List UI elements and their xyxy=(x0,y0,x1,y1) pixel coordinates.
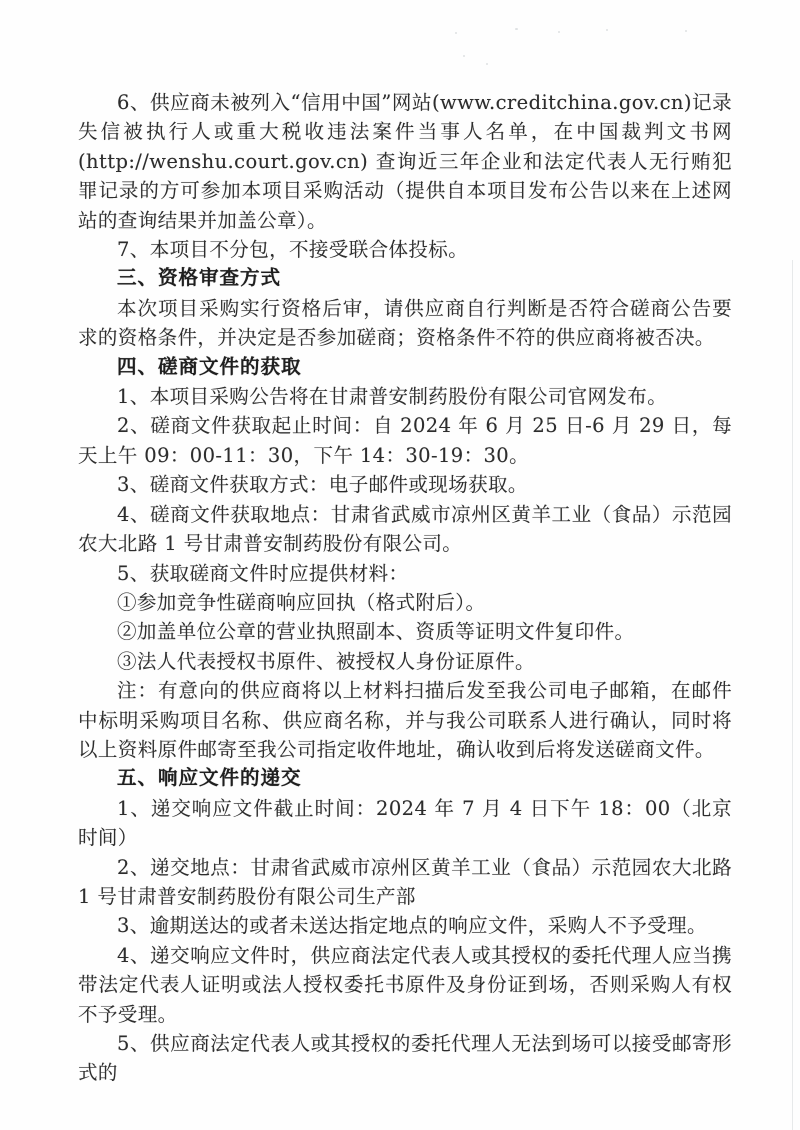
paragraph: 2、磋商文件获取起止时间：自 2024 年 6 月 25 日-6 月 29 日，每天上午 09：00-11：30，下午 14：30-19：30。 xyxy=(78,414,732,467)
paragraph: 6、供应商未被列入“信用中国”网站(www.creditchina.gov.cn)记录失信被执行人或重大税收违法案件当事人名单，在中国裁判文书网(http://wenshu.court.gov.cn) 查询近三年企业和法定代表人无行贿犯罪记录的方可参加本项目采购活动（提供自本项目发布公告以来在上述网站的查询结果并加盖公章）。 xyxy=(78,91,732,232)
scan-artifact xyxy=(606,29,608,31)
paragraph: ③法人代表授权书原件、被授权人身份证原件。 xyxy=(117,649,535,673)
paragraph: 4、磋商文件获取地点：甘肃省武威市凉州区黄羊工业（食品）示范园农大北路 1 号甘肃普安制药股份有限公司。 xyxy=(78,502,732,556)
document-body xyxy=(78,88,732,1088)
scan-artifact xyxy=(558,31,560,33)
paragraph: 2、递交地点：甘肃省武威市凉州区黄羊工业（食品）示范园农大北路 1 号甘肃普安制药股份有限公司生产部 xyxy=(78,855,732,908)
paragraph: 3、磋商文件获取方式：电子邮件或现场获取。 xyxy=(117,473,528,497)
section-heading: 四、磋商文件的获取 xyxy=(117,355,302,378)
paragraph: 5、获取磋商文件时应提供材料： xyxy=(117,561,409,585)
paragraph: ①参加竞争性磋商响应回执（格式附后）。 xyxy=(117,590,486,614)
paragraph: 3、逾期送达的或者未送达指定地点的响应文件，采购人不予受理。 xyxy=(117,914,707,938)
scan-artifact xyxy=(685,30,687,32)
section-heading: 三、资格审查方式 xyxy=(117,267,282,290)
paragraph: 7、本项目不分包，不接受联合体投标。 xyxy=(117,238,469,262)
paragraph: 5、供应商法定代表人或其授权的委托代理人无法到场可以接受邮寄形式的 xyxy=(78,1032,732,1085)
scan-artifact xyxy=(463,55,465,57)
scan-artifact xyxy=(455,32,457,34)
paragraph: 注：有意向的供应商将以上材料扫描后发至我公司电子邮箱，在邮件中标明采购项目名称、供应商名称，并与我公司联系人进行确认，同时将以上资料原件邮寄至我公司指定收件地址，确认收到后将发送磋商文件。 xyxy=(78,679,732,761)
section-heading: 五、响应文件的递交 xyxy=(117,767,302,790)
scan-artifact xyxy=(515,28,518,30)
paragraph: 1、递交响应文件截止时间：2024 年 7 月 4 日下午 18：00（北京时间） xyxy=(78,796,732,850)
paragraph: 4、递交响应文件时，供应商法定代表人或其授权的委托代理人应当携带法定代表人证明或法人授权委托书原件及身份证到场，否则采购人有权不予受理。 xyxy=(78,943,732,1026)
paragraph: 本次项目采购实行资格后审，请供应商自行判断是否符合磋商公告要求的资格条件，并决定是否参加磋商；资格条件不符的供应商将被否决。 xyxy=(78,296,732,350)
paragraph: ②加盖单位公章的营业执照副本、资质等证明文件复印件。 xyxy=(117,620,635,644)
scan-artifact xyxy=(486,63,488,65)
paragraph: 1、本项目采购公告将在甘肃普安制药股份有限公司官网发布。 xyxy=(117,385,668,409)
scan-edge-shadow xyxy=(792,260,793,1130)
